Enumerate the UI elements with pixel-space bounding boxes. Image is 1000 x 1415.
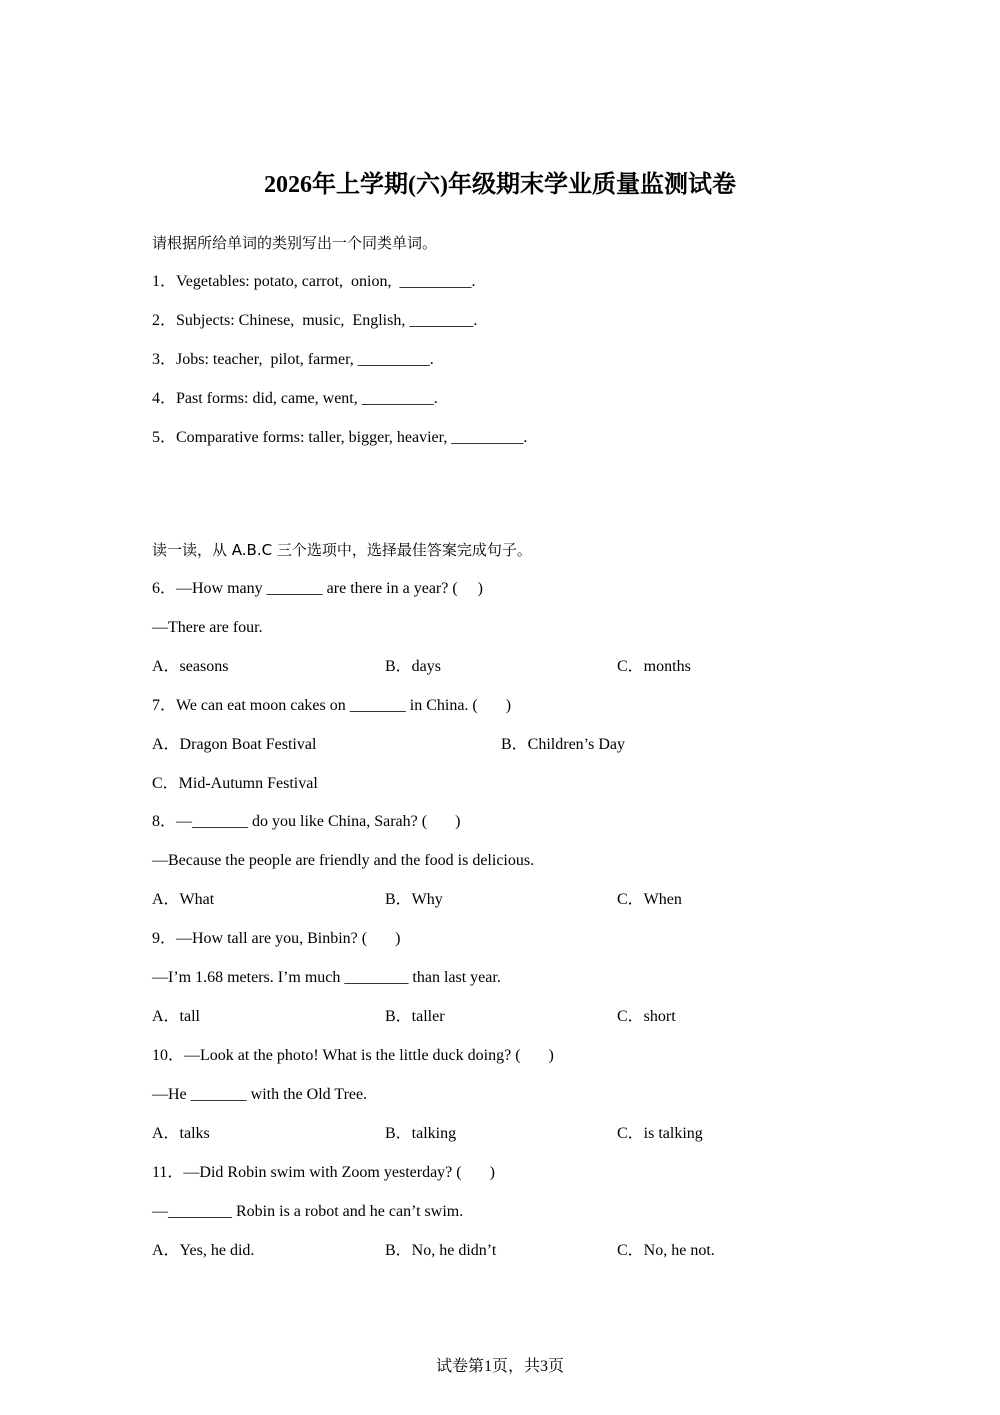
question-9: 9．—How tall are you, Binbin? ( ) xyxy=(152,930,401,947)
section2-instruction: 读一读，从 A.B.C 三个选项中，选择最佳答案完成句子。 xyxy=(152,541,532,559)
page-footer: 试卷第1页，共3页 xyxy=(435,1358,564,1375)
question-9-answer: —I’m 1.68 meters. I’m much ________ than last year. xyxy=(152,969,501,986)
question-8-option-b: B．Why xyxy=(385,891,443,908)
question-8-option-c: C．When xyxy=(617,891,682,908)
section1-instruction: 请根据所给单词的类别写出一个同类单词。 xyxy=(152,234,438,252)
question-8: 8．—_______ do you like China, Sarah? ( ) xyxy=(152,813,461,830)
question-11-option-c: C．No, he not. xyxy=(617,1242,715,1259)
question-11-answer: —________ Robin is a robot and he can’t swim. xyxy=(152,1203,464,1220)
question-4: 4．Past forms: did, came, went, _________. xyxy=(152,390,438,407)
question-6-answer: —There are four. xyxy=(152,619,263,636)
question-6-option-a: A．seasons xyxy=(152,658,229,675)
question-9-option-a: A．tall xyxy=(152,1008,200,1025)
question-8-answer: —Because the people are friendly and the food is delicious. xyxy=(152,852,535,869)
question-10-option-c: C．is talking xyxy=(617,1125,703,1142)
question-10-option-a: A．talks xyxy=(152,1125,210,1142)
question-7: 7．We can eat moon cakes on _______ in China. ( ) xyxy=(152,697,512,714)
question-9-option-b: B．taller xyxy=(385,1008,445,1025)
question-8-option-a: A．What xyxy=(152,891,215,908)
question-9-option-c: C．short xyxy=(617,1008,676,1025)
page-title: 2026年上学期(六)年级期末学业质量监测试卷 xyxy=(264,172,736,198)
question-5: 5．Comparative forms: taller, bigger, heavier, _________. xyxy=(152,429,528,446)
question-11: 11．—Did Robin swim with Zoom yesterday? ( ) xyxy=(152,1164,495,1181)
question-1: 1．Vegetables: potato, carrot, onion, _________. xyxy=(152,273,476,290)
question-2: 2．Subjects: Chinese, music, English, ________. xyxy=(152,312,478,329)
question-11-option-b: B．No, he didn’t xyxy=(385,1242,497,1259)
question-7-option-a: A．Dragon Boat Festival xyxy=(152,736,317,753)
question-10-answer: —He _______ with the Old Tree. xyxy=(152,1086,368,1103)
question-6-option-b: B．days xyxy=(385,658,442,675)
question-10-option-b: B．talking xyxy=(385,1125,457,1142)
question-7-option-b: B．Children’s Day xyxy=(501,736,625,753)
question-3: 3．Jobs: teacher, pilot, farmer, _________. xyxy=(152,351,434,368)
question-6-option-c: C．months xyxy=(617,658,691,675)
question-6: 6．—How many _______ are there in a year? ( ) xyxy=(152,580,484,597)
question-7-option-c: C．Mid-Autumn Festival xyxy=(152,775,318,792)
question-11-option-a: A．Yes, he did. xyxy=(152,1242,255,1259)
question-10: 10．—Look at the photo! What is the little duck doing? ( ) xyxy=(152,1047,554,1064)
